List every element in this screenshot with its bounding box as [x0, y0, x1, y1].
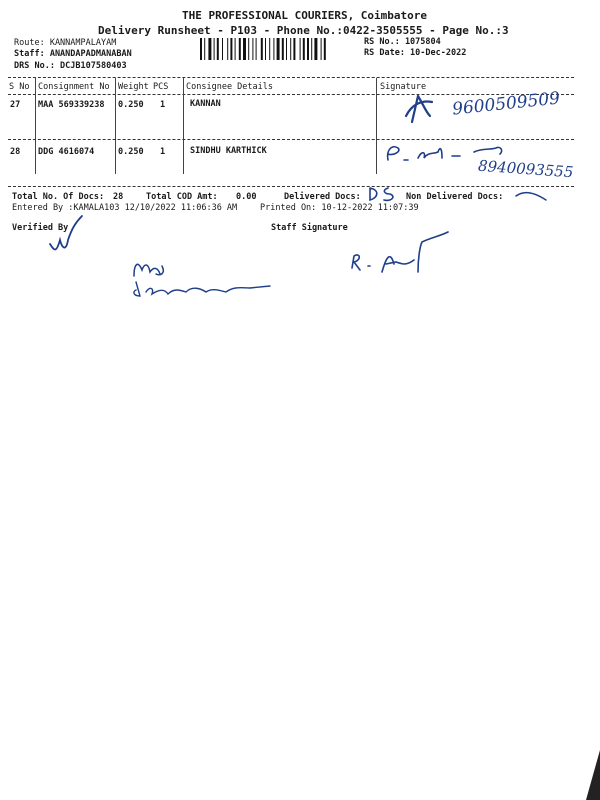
handwritten-phone: 9600509509 — [451, 88, 561, 120]
col-divider — [115, 78, 116, 174]
non-delivered-handwritten-mark — [514, 190, 550, 202]
staff-label: Staff: ANANDAPADMANABAN — [14, 49, 132, 59]
staff-signature-label: Staff Signature — [271, 223, 348, 233]
col-divider — [183, 78, 184, 174]
company-line: THE PROFESSIONAL COURIERS, Coimbatore — [182, 9, 428, 22]
table-bottom-rule — [8, 186, 574, 187]
verified-by-label: Verified By — [12, 223, 69, 233]
cod-value: 0.00 — [236, 192, 257, 202]
route-label: Route: KANNAMPALAYAM — [14, 38, 117, 48]
handwritten-signature — [126, 254, 274, 300]
row-consignment: DDG 4616074 — [38, 147, 95, 157]
row-consignment: MAA 569339238 — [38, 100, 105, 110]
corner-scan-mark — [586, 750, 600, 800]
col-divider — [35, 78, 36, 174]
cod-label: Total COD Amt: — [146, 192, 218, 202]
delivered-handwritten-mark — [366, 184, 406, 204]
col-header-pcs: PCS — [153, 82, 169, 92]
row-pcs: 1 — [160, 147, 166, 157]
rs-date: RS Date: 10-Dec-2022 — [364, 48, 467, 58]
verified-by-signature — [48, 214, 84, 254]
rs-number: RS No.: 1075804 — [364, 37, 441, 47]
row-weight: 0.250 — [118, 147, 144, 157]
total-docs-value: 28 — [113, 192, 124, 202]
row-weight: 0.250 — [118, 100, 144, 110]
non-delivered-label: Non Delivered Docs: — [406, 192, 504, 202]
col-header-consignment: Consignment No — [38, 82, 110, 92]
delivered-label: Delivered Docs: — [284, 192, 361, 202]
col-header-signature: Signature — [380, 82, 427, 92]
col-header-weight: Weight — [118, 82, 149, 92]
printed-on: Printed On: 10-12-2022 11:07:39 — [260, 203, 419, 213]
staff-signature-scrawl — [348, 228, 450, 276]
handwritten-signature — [402, 92, 438, 126]
runsheet-title: Delivery Runsheet - P103 - Phone No.:0422-3505555 - Page No.:3 — [98, 24, 509, 37]
drs-number: DRS No.: DCJB107580403 — [14, 61, 127, 71]
col-header-consignee: Consignee Details — [186, 82, 273, 92]
row-sno: 28 — [10, 147, 21, 157]
total-docs-label: Total No. Of Docs: — [12, 192, 105, 202]
handwritten-phone: 8940093555 — [477, 156, 574, 182]
row-consignee: SINDHU KARTHICK — [190, 146, 267, 156]
row-consignee: KANNAN — [190, 99, 221, 109]
entered-by: Entered By :KAMALA103 12/10/2022 11:06:36 AM — [12, 203, 238, 213]
col-divider — [376, 78, 377, 174]
row-pcs: 1 — [160, 100, 166, 110]
row-sno: 27 — [10, 100, 21, 110]
barcode — [200, 38, 358, 60]
table-top-rule — [8, 77, 574, 78]
col-header-sno: S No — [9, 82, 30, 92]
